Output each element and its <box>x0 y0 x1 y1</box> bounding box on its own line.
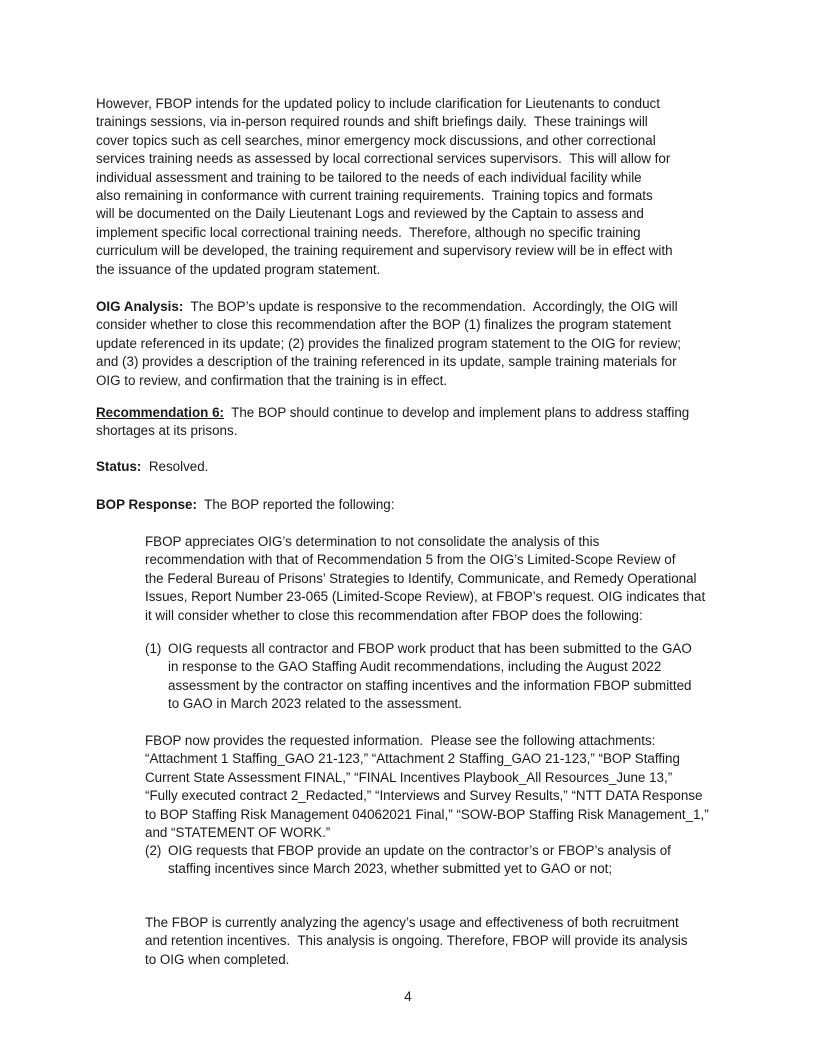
line-text: and (3) provides a description of the training referenced in its update, sample training materials for <box>96 354 677 370</box>
text-line <box>145 607 705 625</box>
text-line <box>96 132 673 150</box>
list-item-2 <box>145 842 671 879</box>
line-text: individual assessment and training to be tailored to the needs of each individual facility while <box>96 169 642 185</box>
text-line <box>145 806 709 824</box>
text-line <box>96 242 673 260</box>
text-line <box>145 551 705 569</box>
line-text: Resolved. <box>141 459 209 474</box>
line-text: to OIG when completed. <box>145 951 290 967</box>
bold-lead-label: Status: <box>96 459 142 474</box>
text-line <box>96 404 689 422</box>
text-line <box>168 860 671 878</box>
text-line <box>145 750 709 768</box>
text-line <box>96 372 681 390</box>
line-text: The BOP should continue to develop and implement plans to address staffing <box>223 405 690 420</box>
line-text: the Federal Bureau of Prisons’ Strategies to Identify, Communicate, and Remedy Operational <box>145 570 697 586</box>
paragraph-training-clarification <box>96 95 673 279</box>
list-item-1 <box>145 640 692 714</box>
line-text: OIG requests that FBOP provide an update on the contractor’s or FBOP’s analysis of <box>168 843 671 858</box>
paragraph-fbop-analyzing <box>145 914 688 969</box>
line-text: cover topics such as cell searches, minor emergency mock discussions, and other correctional <box>96 132 656 148</box>
line-text: consider whether to close this recommendation after the BOP (1) finalizes the program statement <box>96 317 672 333</box>
line-text: shortages at its prisons. <box>96 423 238 439</box>
line-text: to BOP Staffing Risk Management 04062021 Final,” “SOW-BOP Staffing Risk Management_1,” <box>145 806 709 822</box>
text-line <box>96 422 689 440</box>
text-line <box>145 769 709 787</box>
text-line <box>96 261 673 279</box>
line-text: OIG to review, and confirmation that the training is in effect. <box>96 372 448 388</box>
text-line <box>145 824 709 842</box>
line-text: will be documented on the Daily Lieutenant Logs and reviewed by the Captain to assess and <box>96 206 644 222</box>
text-line <box>96 298 681 316</box>
bold-lead-label: BOP Response: <box>96 497 197 512</box>
line-text: FBOP appreciates OIG’s determination to not consolidate the analysis of this <box>145 534 600 549</box>
bold-lead-label: OIG Analysis: <box>96 299 184 314</box>
text-line <box>96 187 673 205</box>
line-text: update referenced in its update; (2) provides the finalized program statement to the OIG for review; <box>96 335 682 351</box>
text-line <box>168 695 692 713</box>
text-line <box>96 205 673 223</box>
list-number: (1) <box>145 641 162 656</box>
paragraph-fbop-appreciates <box>145 533 705 625</box>
text-line <box>168 658 692 676</box>
list-number: (2) <box>145 843 162 858</box>
line-text: OIG requests all contractor and FBOP work product that has been submitted to the GAO <box>168 641 692 656</box>
line-text: The BOP reported the following: <box>196 497 395 512</box>
line-text: staffing incentives since March 2023, whether submitted yet to GAO or not; <box>168 861 613 877</box>
line-text: The BOP’s update is responsive to the recommendation. Accordingly, the OIG will <box>183 299 678 314</box>
line-text: implement specific local correctional training needs. Therefore, although no specific training <box>96 224 641 240</box>
line-text: “Fully executed contract 2_Redacted,” “Interviews and Survey Results,” “NTT DATA Response <box>145 788 703 804</box>
text-line <box>145 570 705 588</box>
text-line <box>96 113 673 131</box>
text-line <box>96 150 673 168</box>
text-line <box>145 914 688 932</box>
text-line <box>96 169 673 187</box>
line-text: and “STATEMENT OF WORK.” <box>145 825 331 841</box>
line-text: However, FBOP intends for the updated policy to include clarification for Lieutenants to conduct <box>96 96 660 111</box>
page-number: 4 <box>404 989 412 1004</box>
text-line <box>96 316 681 334</box>
paragraph-recommendation-6 <box>96 404 689 441</box>
text-line <box>168 640 692 658</box>
line-text: it will consider whether to close this recommendation after FBOP does the following: <box>145 607 643 623</box>
line-text: also remaining in conformance with current training requirements. Training topics and formats <box>96 188 653 204</box>
line-text: curriculum will be developed, the training requirement and supervisory review will be in effect with <box>96 243 673 259</box>
line-text: “Attachment 1 Staffing_GAO 21-123,” “Attachment 2 Staffing_GAO 21-123,” “BOP Staffing <box>145 751 680 767</box>
line-text: Current State Assessment FINAL,” “FINAL Incentives Playbook_All Resources_June 13,” <box>145 769 673 785</box>
line-text: The FBOP is currently analyzing the agency’s usage and effectiveness of both recruitment <box>145 915 679 930</box>
text-line <box>96 353 681 371</box>
text-line <box>145 732 709 750</box>
text-line <box>168 677 692 695</box>
line-text: FBOP now provides the requested information. Please see the following attachments: <box>145 733 656 748</box>
text-line <box>96 224 673 242</box>
text-line <box>96 458 208 476</box>
line-text: services training needs as assessed by local correctional services supervisors. This will allow for <box>96 151 671 167</box>
line-text: to GAO in March 2023 related to the assessment. <box>168 696 462 712</box>
text-line <box>96 496 394 514</box>
text-line <box>145 932 688 950</box>
text-line <box>145 787 709 805</box>
text-line <box>168 842 671 860</box>
paragraph-oig-analysis <box>96 298 681 390</box>
paragraph-attachments <box>145 732 709 842</box>
text-line <box>145 588 705 606</box>
line-text: recommendation with that of Recommendation 5 from the OIG’s Limited-Scope Review of <box>145 552 676 568</box>
line-text: and retention incentives. This analysis is ongoing. Therefore, FBOP will provide its analysis <box>145 933 688 949</box>
text-line <box>145 951 688 969</box>
line-text: Issues, Report Number 23-065 (Limited-Scope Review), at FBOP’s request. OIG indicates that <box>145 589 706 605</box>
paragraph-status <box>96 458 208 476</box>
line-text: assessment by the contractor on staffing incentives and the information FBOP submitted <box>168 677 692 693</box>
bold-lead-label: Recommendation 6: <box>96 405 224 420</box>
text-line <box>145 533 705 551</box>
line-text: the issuance of the updated program statement. <box>96 261 381 277</box>
line-text: in response to the GAO Staffing Audit recommendations, including the August 2022 <box>168 659 662 675</box>
paragraph-bop-response <box>96 496 394 514</box>
line-text: trainings sessions, via in-person required rounds and shift briefings daily. These trainings will <box>96 114 648 130</box>
text-line <box>96 95 673 113</box>
text-line <box>96 335 681 353</box>
